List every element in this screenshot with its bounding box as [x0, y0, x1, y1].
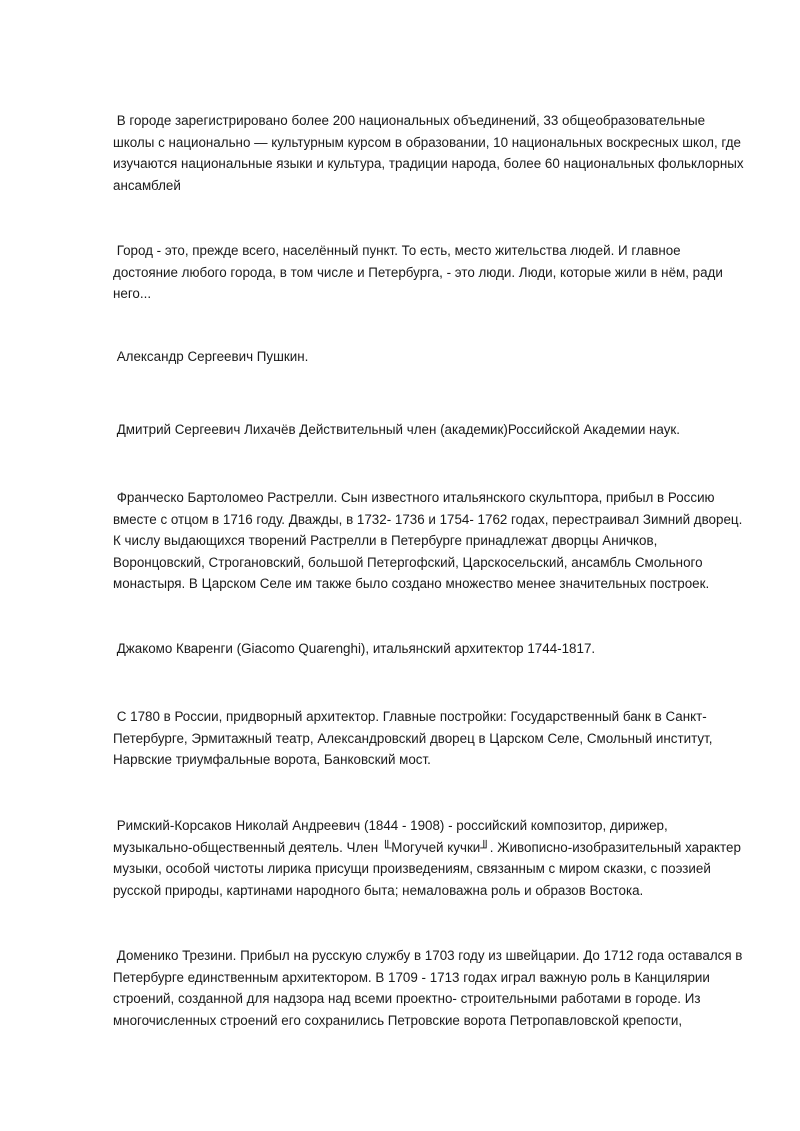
- paragraph-quarenghi-works: С 1780 в России, придворный архитектор. Главные постройки: Государственный банк в Санкт-Петербурге, Эрмитажный театр, Александровский дворец в Царском Селе, Смольный институт, Нарвские триумфальные ворота, Банковский мост.: [113, 709, 717, 768]
- paragraph-trezzini: Доменико Трезини. Прибыл на русскую службу в 1703 году из швейцарии. До 1712 года оставался в Петербурге единственным архитектором. В 1709 - 1713 годах играл важную роль в Канцилярии строений, созданной для надзора над всеми проектно- строительными работами в городе. Из многочисленных строений его сохранились Петровские ворота Петропавловской крепости,: [113, 948, 747, 1028]
- paragraph-rastrelli: Франческо Бартоломео Растрелли. Сын известного итальянского скульптора, прибыл в Россию вместе с отцом в 1716 году. Дважды, в 1732- 1736 и 1754- 1762 годах, перестраивал Зимний дворец. К числу выдающихся творений Растрелли в Петербурге принадлежат дворцы Аничков, Воронцовский, Строгановский, большой Петергофский, Царскосельский, ансамбль Смольного монастыря. В Царском Селе им также было создано множество менее значительных построек.: [113, 490, 747, 592]
- paragraph-city-definition: Город - это, прежде всего, населённый пункт. То есть, место жительства людей. И главное достояние любого города, в том числе и Петербурга, - это люди. Люди, которые жили в нём, ради него...: [113, 243, 727, 302]
- paragraph-rimsky-korsakov: Римский-Корсаков Николай Андреевич (1844 - 1908) - российский композитор, дирижер, музыкально-общественный деятель. Член ╙Могучей кучки╜. Живописно-изобразительный характер музыки, особой чистоты лирика присущи произведениям, связанным с миром сказки, с поэзией русской природы, картинами народного быта; немаловажна роль и образов Востока.: [113, 818, 745, 898]
- paragraph-pushkin: Александр Сергеевич Пушкин.: [113, 349, 309, 364]
- paragraph-quarenghi: Джакомо Кваренги (Giacomo Quarenghi), итальянский архитектор 1744-1817.: [113, 641, 596, 656]
- paragraph-ethnic-associations: В городе зарегистрировано более 200 национальных объединений, 33 общеобразовательные школы с национально — культурным курсом в образовании, 10 национальных воскресных школ, где изучаются национальные языки и культура, традиции народа, более 60 национальных фольклорных ансамблей: [113, 113, 748, 193]
- paragraph-likhachev: Дмитрий Сергеевич Лихачёв Действительный член (академик)Российской Академии наук.: [113, 422, 680, 437]
